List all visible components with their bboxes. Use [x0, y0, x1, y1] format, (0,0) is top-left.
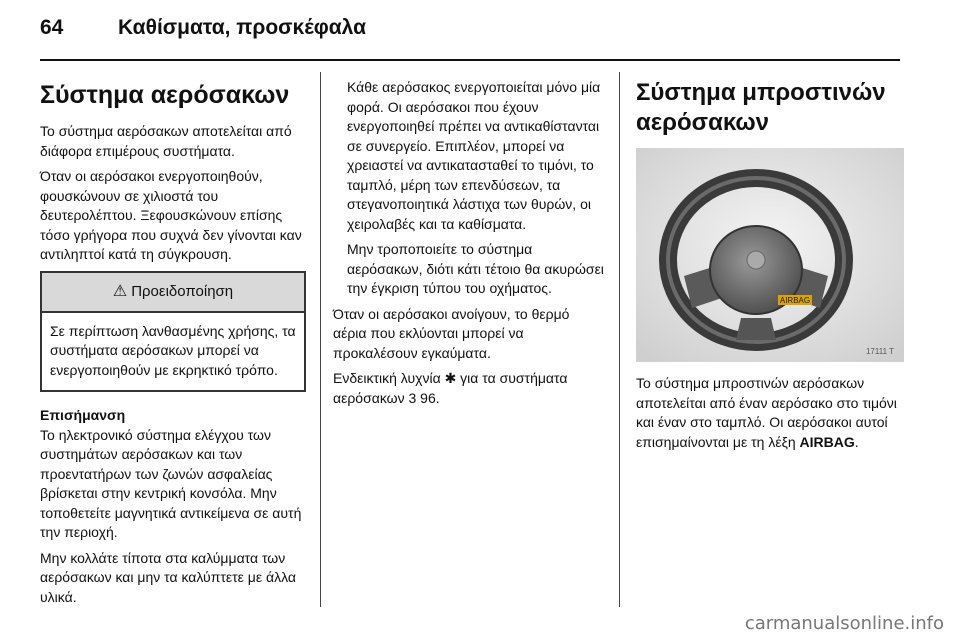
- section-heading-airbag-system: Σύστημα αερόσακων: [40, 81, 290, 109]
- paragraph: [636, 374, 906, 452]
- warning-header: [42, 273, 304, 313]
- paragraph: Μην κολλάτε τίποτα στα καλύμματα των αερόσακων και μην τα καλύπτετε με άλλα υλικά.: [40, 549, 296, 605]
- airbag-label: AIRBAG: [779, 296, 811, 305]
- paragraph: Το σύστημα αερόσακων αποτελείται από διάφορα επιμέρους συστήματα.: [40, 123, 292, 159]
- column-divider-1: [320, 72, 321, 607]
- steering-wheel-illustration: [636, 148, 904, 362]
- page-header: [40, 16, 900, 46]
- indicator-text: Ενδεικτική λυχνία: [333, 370, 445, 386]
- header-rule: [40, 59, 900, 61]
- paragraph: Όταν οι αερόσακοι ανοίγουν, το θερμό αέρια που εκλύονται μπορεί να προκαλέσουν εγκαύματα.: [333, 305, 570, 361]
- note-title: Επισήμανση: [40, 407, 126, 423]
- note-text: Το ηλεκτρονικό σύστημα ελέγχου των συστημάτων αερόσακων και των προεντατήρων των ζωνών ασφαλείας βρίσκεται στην κεντρική κονσόλα. Μην τοποθετείτε μαγνητικά αντικείμενα σε αυτή την περιοχή.: [40, 426, 302, 540]
- paragraph: Όταν οι αερόσακοι ενεργοποιηθούν, φουσκώνουν σε χιλιοστά του δευτερολέπτου. Ξεφουσκώνουν επίσης τόσο γρήγορα που συχνά δεν γίνονται καν αντιληπτοί κατά τη σύγκρουση.: [40, 168, 302, 262]
- warning-box: [40, 271, 306, 393]
- watermark: carmanualsonline.info: [744, 613, 944, 634]
- paragraph-indicator: [333, 369, 605, 408]
- indicator-text-mid: για τα συστήματα αερόσακων: [333, 370, 568, 406]
- steering-wheel-image: [636, 148, 904, 362]
- warning-title: Προειδοποίηση: [131, 282, 234, 300]
- warning-text: Σε περίπτωση λανθασμένης χρήσης, τα συστήματα αερόσακων μπορεί να ενεργοποιηθούν με εκρηκτικό τρόπο.: [50, 322, 296, 378]
- paragraph: Κάθε αερόσακος ενεργοποιείται μόνο μία φορά. Οι αερόσακοι που έχουν ενεργοποιηθεί πρέπει να αντικαθίστανται σε συνεργείο. Επιπλέον, μπορεί να χρειαστεί να αντικατασταθεί το τιμόνι, το ταμπλό, μέρη των επενδύσεων, τα στεγανοποιητικά λάστιχα των θυρών, οι χειρολαβές και τα καθίσματα.: [347, 79, 601, 232]
- column-1: [40, 80, 306, 613]
- page-number: 64: [40, 16, 64, 39]
- section-heading-front-airbags: Σύστημα μπροστινών αερόσακων: [636, 79, 886, 136]
- airbag-word: AIRBAG: [799, 433, 855, 450]
- column-divider-2: [619, 72, 620, 607]
- page-ref: 96.: [416, 389, 440, 406]
- paragraph: Μην τροποποιείτε το σύστημα αερόσακων, διότι κάτι τέτοιο θα ακυρώσει την έγκριση τύπου του οχήματος.: [347, 241, 604, 296]
- chapter-title: Καθίσματα, προσκέφαλα: [118, 16, 366, 39]
- page-ref-arrow-icon: 3: [408, 389, 417, 406]
- column-2: [333, 78, 605, 414]
- warning-triangle-icon: ⚠: [112, 282, 128, 300]
- sentence-end: .: [854, 433, 859, 450]
- airbag-warning-icon: ✱: [444, 370, 457, 386]
- image-code: 17111 T: [865, 347, 894, 356]
- column-3: [636, 78, 906, 458]
- front-airbag-text: Το σύστημα μπροστινών αερόσακων αποτελείται από έναν αερόσακο στο τιμόνι και έναν στο ταμπλό. Οι αερόσακοι αυτοί επισημαίνονται με τη λέξη: [636, 375, 897, 450]
